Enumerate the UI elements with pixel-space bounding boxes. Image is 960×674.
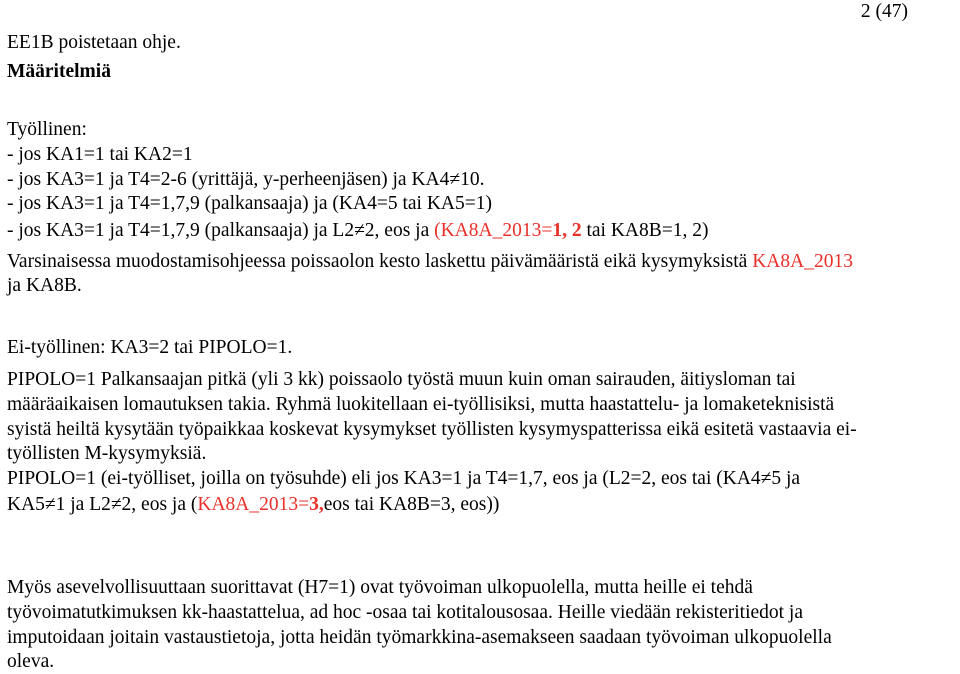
employed-item-2: - jos KA3=1 ja T4=2-6 (yrittäjä, y-perheenjäsen) ja KA4≠10. bbox=[7, 169, 485, 190]
section-heading: Määritelmiä bbox=[7, 61, 111, 82]
last-tail: eos tai KA8B=3, eos)) bbox=[323, 494, 500, 515]
employed-item-3: - jos KA3=1 ja T4=1,7,9 (palkansaaja) ja (KA4=5 tai KA5=1) bbox=[7, 193, 492, 214]
item4-tail: tai KA8B=1, 2) bbox=[581, 220, 709, 241]
item4-highlight: (KA8A_2013= bbox=[434, 220, 553, 241]
not-employed-line-3: syistä heiltä kysytään työpaikkaa koskevat kysymykset työllisten kysymyspatterissa eikä esitetä vastaavia ei- bbox=[7, 419, 857, 440]
last-highlight-bold: 3, bbox=[309, 494, 324, 515]
conscripts-line-2: työvoimatutkimuksen kk-haastattelua, ad hoc -osaa tai kotitalousosaa. Heille viedään rekisteritiedot ja bbox=[7, 602, 804, 623]
item4-highlight-bold: 1, 2 bbox=[552, 220, 582, 241]
not-employed-line-5: PIPOLO=1 (ei-työlliset, joilla on työsuhde) eli jos KA3=1 ja T4=1,7, eos ja (L2=2, eos tai (KA4≠5 ja bbox=[7, 468, 801, 489]
not-employed-label: Ei-työllinen: KA3=2 tai PIPOLO=1. bbox=[7, 337, 293, 358]
not-employed-line-2: määräaikaisen lomautuksen takia. Ryhmä luokitellaan ei-työllisiksi, mutta haastattelu- ja lomaketeknisistä bbox=[7, 394, 835, 415]
intro-line: EE1B poistetaan ohje. bbox=[7, 32, 181, 53]
not-employed-line-1: PIPOLO=1 Palkansaajan pitkä (yli 3 kk) poissaolo työstä muun kuin oman sairauden, äitiysloman tai bbox=[7, 369, 796, 390]
employed-label: Työllinen: bbox=[7, 119, 87, 140]
conscripts-line-4: oleva. bbox=[7, 651, 55, 672]
not-employed-line-4: työllisten M-kysymyksiä. bbox=[7, 443, 207, 464]
conscripts-line-1: Myös asevelvollisuuttaan suorittavat (H7=1) ovat työvoiman ulkopuolella, mutta heille ei tehdä bbox=[7, 577, 753, 598]
item4-text: - jos KA3=1 ja T4=1,7,9 (palkansaaja) ja L2≠2, eos ja bbox=[7, 220, 435, 241]
employed-item-1: - jos KA1=1 tai KA2=1 bbox=[7, 144, 193, 165]
last-highlight: KA8A_2013= bbox=[197, 494, 310, 515]
not-employed-line-6 bbox=[7, 493, 499, 517]
note-highlight: KA8A_2013 bbox=[752, 251, 853, 272]
employed-note-line-1 bbox=[7, 250, 853, 274]
page-number: 2 (47) bbox=[860, 1, 908, 22]
conscripts-line-3: imputoidaan joitain vastaustietoja, jotta heidän työmarkkina-asemakseen saadaan työvoiman ulkopuolella bbox=[7, 627, 832, 648]
employed-item-4 bbox=[7, 219, 709, 243]
last-text: KA5≠1 ja L2≠2, eos ja ( bbox=[7, 494, 198, 515]
note-text: Varsinaisessa muodostamisohjeessa poissaolon kesto laskettu päivämääristä eikä kysymyksistä bbox=[7, 251, 753, 272]
employed-note-line-2: ja KA8B. bbox=[7, 275, 82, 296]
